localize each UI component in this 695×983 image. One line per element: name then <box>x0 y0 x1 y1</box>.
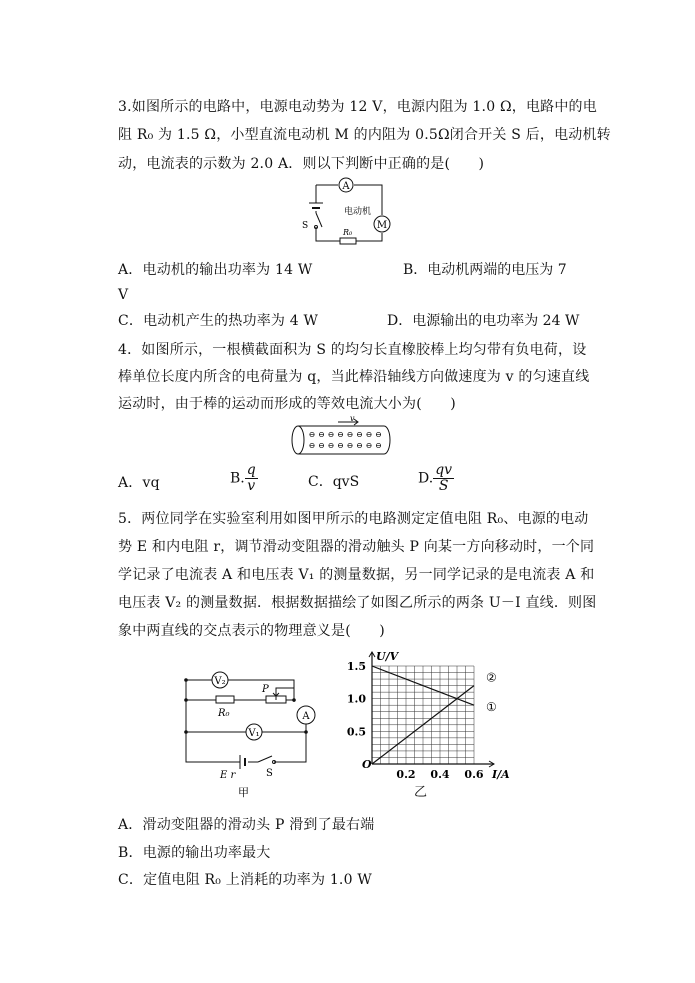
q3-option-b: B．电动机两端的电压为 7 <box>403 262 567 278</box>
q4-option-c: C．qvS <box>308 474 360 490</box>
q4-stem-line-2: 棒单位长度内所含的电荷量为 q，当此棒沿轴线方向做速度为 v 的匀速直线 <box>118 369 590 385</box>
q4-option-b-prefix: B. <box>230 470 245 487</box>
q4-option-a: A．vq <box>118 475 160 491</box>
q5-option-a: A．滑动变阻器的滑动头 P 滑到了最右端 <box>118 817 375 833</box>
y-axis-label: U/V <box>376 650 399 663</box>
negative-charge: ⊖ <box>356 430 363 439</box>
q4-option-b-numerator: q <box>246 462 256 478</box>
x-tick-label: 0.6 <box>464 768 484 781</box>
q4-charges <box>309 430 382 450</box>
q3-stem-line-1: 3.如图所示的电路中，电源电动势为 12 V，电源内阻为 1.0 Ω，电路中的电 <box>118 99 597 115</box>
q5-circuit-diagram <box>176 658 326 800</box>
q5-stem-line-5: 象中两直线的交点表示的物理意义是( ) <box>118 623 385 639</box>
series-label: ① <box>486 700 497 715</box>
q5-v2-label: V₂ <box>214 676 226 687</box>
negative-charge: ⊖ <box>346 441 354 450</box>
x-tick-label: 0.4 <box>430 768 450 781</box>
q5-option-c: C．定值电阻 R₀ 上消耗的功率为 1.0 W <box>118 872 372 888</box>
junction-dot <box>184 698 188 702</box>
q4-option-b <box>230 463 258 494</box>
q4-option-d-prefix: D. <box>418 470 434 487</box>
negative-charge: ⊖ <box>365 441 373 450</box>
q3-option-a: A．电动机的输出功率为 14 W <box>118 262 313 278</box>
junction-dot <box>184 678 188 682</box>
negative-charge: ⊖ <box>375 430 382 439</box>
q5-r0-label: R₀ <box>218 708 230 719</box>
negative-charge: ⊖ <box>356 441 363 450</box>
negative-charge: ⊖ <box>327 441 335 450</box>
x-axis-label: I/A <box>492 768 510 781</box>
negative-charge: ⊖ <box>365 430 373 439</box>
q3-circuit-diagram <box>300 175 410 251</box>
q5-stem-line-3: 学记录了电流表 A 和电压表 V₁ 的测量数据，另一同学记录的是电流表 A 和 <box>118 567 595 583</box>
q4-option-d-numerator: qv <box>435 462 453 478</box>
q5-graph-caption: 乙 <box>414 785 428 800</box>
q4-rod-diagram <box>288 414 394 458</box>
junction-dot <box>184 730 188 734</box>
negative-charge: ⊖ <box>318 441 325 450</box>
q3-motor-label: M <box>376 220 388 231</box>
negative-charge: ⊖ <box>327 430 335 439</box>
q3-ammeter-label: A <box>342 181 350 192</box>
q4-stem-line-3: 运动时，由于棒的运动而形成的等效电流大小为( ) <box>118 396 456 412</box>
q4-option-b-denominator: v <box>247 478 256 494</box>
chart-grid <box>372 666 474 764</box>
q4-option-d-fraction <box>433 463 454 494</box>
q3-resistor-label: R₀ <box>343 228 353 237</box>
x-tick-label: 0.2 <box>396 768 416 781</box>
q5-junctions <box>184 678 308 734</box>
junction-dot <box>292 698 296 702</box>
negative-charge: ⊖ <box>375 441 382 450</box>
q3-stem-line-2: 阻 R₀ 为 1.5 Ω，小型直流电动机 M 的内阻为 0.5Ω闭合开关 S 后，电动机转 <box>118 127 611 143</box>
chart-labels <box>347 650 510 781</box>
q3-option-d: D．电源输出的电功率为 24 W <box>387 313 580 329</box>
y-tick-label: 0.5 <box>346 725 366 739</box>
q3-motor-text: 电动机 <box>344 207 372 217</box>
negative-charge: ⊖ <box>308 441 316 450</box>
q5-option-b: B．电源的输出功率最大 <box>118 845 271 861</box>
q3-option-c: C．电动机产生的热功率为 4 W <box>118 313 319 329</box>
series-label: ② <box>486 670 497 685</box>
q5-ui-graph <box>340 648 530 798</box>
q3-switch-label: S <box>302 221 309 231</box>
q4-option-d-denominator: S <box>438 478 449 494</box>
q5-ammeter-label: A <box>302 711 310 722</box>
q5-source-label: E r <box>220 770 236 781</box>
q5-stem-line-2: 势 E 和内电阻 r，调节滑动变阻器的滑动触头 P 向某一方向移动时，一个同 <box>118 539 595 555</box>
y-tick-label: 1.0 <box>346 692 366 706</box>
origin-label: O <box>362 758 372 771</box>
q3-option-b-continued: V <box>118 287 129 303</box>
q5-stem-line-4: 电压表 V₂ 的测量数据．根据数据描绘了如图乙所示的两条 U－I 直线．则图 <box>118 595 597 611</box>
q3-stem-line-3: 动，电流表的示数为 2.0 A．则以下判断中正确的是( ) <box>118 156 485 172</box>
negative-charge: ⊖ <box>337 441 344 450</box>
q4-stem-line-1: 4．如图所示，一根横截面积为 S 的均匀长直橡胶棒上均匀带有负电荷，设 <box>118 342 587 358</box>
q4-velocity-label: v <box>350 414 355 423</box>
negative-charge: ⊖ <box>337 430 344 439</box>
q5-p-label: P <box>262 684 269 695</box>
junction-dot <box>304 730 308 734</box>
negative-charge: ⊖ <box>308 430 316 439</box>
q4-option-d <box>418 463 454 494</box>
q5-circuit-caption: 甲 <box>238 786 249 799</box>
q5-v1-label: V₁ <box>248 728 260 739</box>
negative-charge: ⊖ <box>318 430 325 439</box>
q4-option-b-fraction <box>245 463 258 494</box>
y-tick-label: 1.5 <box>346 660 366 673</box>
q5-switch-label: S <box>266 768 273 779</box>
negative-charge: ⊖ <box>346 430 354 439</box>
q5-stem-line-1: 5．两位同学在实验室利用如图甲所示的电路测定定值电阻 R₀、电源的电动 <box>118 511 589 527</box>
